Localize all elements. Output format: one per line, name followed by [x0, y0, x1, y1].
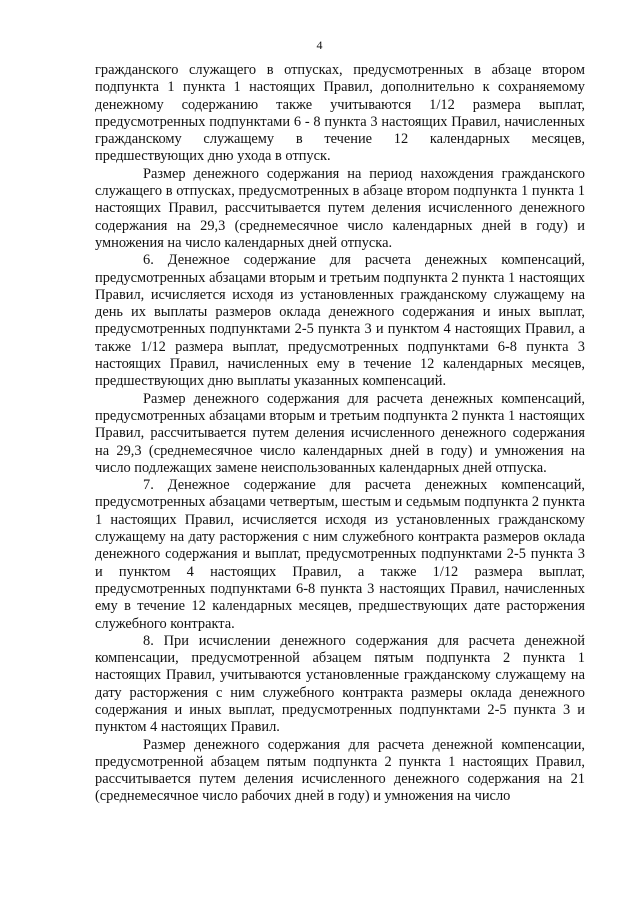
paragraph: гражданского служащего в отпусках, предусмотренных в абзаце втором подпункта 1 пункта 1 настоящих Правил, дополнительно к сохраняемому денежному содержанию также учитываются 1/12 размера выплат, предусмотренных подпунктами 6 - 8 пункта 3 настоящих Правил, начисленных гражданскому служащему в течение 12 календарных месяцев, предшествующих дню ухода в отпуск. — [95, 62, 585, 165]
page-number: 4 — [316, 38, 323, 52]
paragraph: Размер денежного содержания для расчета денежных компенсаций, предусмотренных абзацами вторым и третьим подпункта 2 пункта 1 настоящих Правил, рассчитывается путем деления исчисленного денежного содержания на 29,3 (среднемесячное число календарных дней в году) и умножения на число подлежащих замене неиспользованных календарных дней отпуска. — [95, 390, 585, 476]
paragraph: Размер денежного содержания на период нахождения гражданского служащего в отпусках, предусмотренных в абзаце втором подпункта 1 пункта 1 настоящих Правил, рассчитывается путем деления исчисленного денежного содержания на 29,3 (среднемесячное число календарных дней в году) и умножения на число календарных дней отпуска. — [95, 165, 585, 251]
paragraph-section-8: 8. При исчислении денежного содержания для расчета денежной компенсации, предусмотренной абзацем пятым подпункта 2 пункта 1 настоящих Правил, учитываются установленные гражданскому служащему на дату расторжения с ним служебного контракта размеры оклада денежного содержания и иных выплат, предусмотренных подпунктами 2-5 пункта 3 и пунктом 4 настоящих Правил. — [95, 632, 585, 736]
paragraph-section-6: 6. Денежное содержание для расчета денежных компенсаций, предусмотренных абзацами вторым и третьим подпункта 2 пункта 1 настоящих Правил, исчисляется исходя из установленных гражданскому служащему на день их выплаты размеров оклада денежного содержания и иных выплат, предусмотренных подпунктами 2-5 пункта 3 и пунктом 4 настоящих Правил, а также 1/12 размера выплат, предусмотренных подпунктами 6-8 пункта 3 настоящих Правил, начисленных ему в течение 12 календарных месяцев, предшествующих дню выплаты указанных компенсаций. — [95, 252, 585, 390]
paragraph: Размер денежного содержания для расчета денежной компенсации, предусмотренной абзацем пятым подпункта 2 пункта 1 настоящих Правил, рассчитывается путем деления исчисленного денежного содержания на 21 (среднемесячное число рабочих дней в году) и умножения на число — [95, 736, 585, 805]
document-body — [95, 62, 585, 806]
paragraph-section-7: 7. Денежное содержание для расчета денежных компенсаций, предусмотренных абзацами четвертым, шестым и седьмым подпункта 2 пункта 1 настоящих Правил, исчисляется исходя из установленных гражданскому служащему на дату расторжения с ним служебного контракта размеров оклада денежного содержания и выплат, предусмотренных подпунктами 2-5 пункта 3 и пунктом 4 настоящих Правил, а также 1/12 размера выплат, предусмотренных подпунктами 6-8 пункта 3 настоящих Правил, начисленных ему в течение 12 календарных месяцев, предшествующих дате расторжения служебного контракта. — [95, 477, 585, 632]
